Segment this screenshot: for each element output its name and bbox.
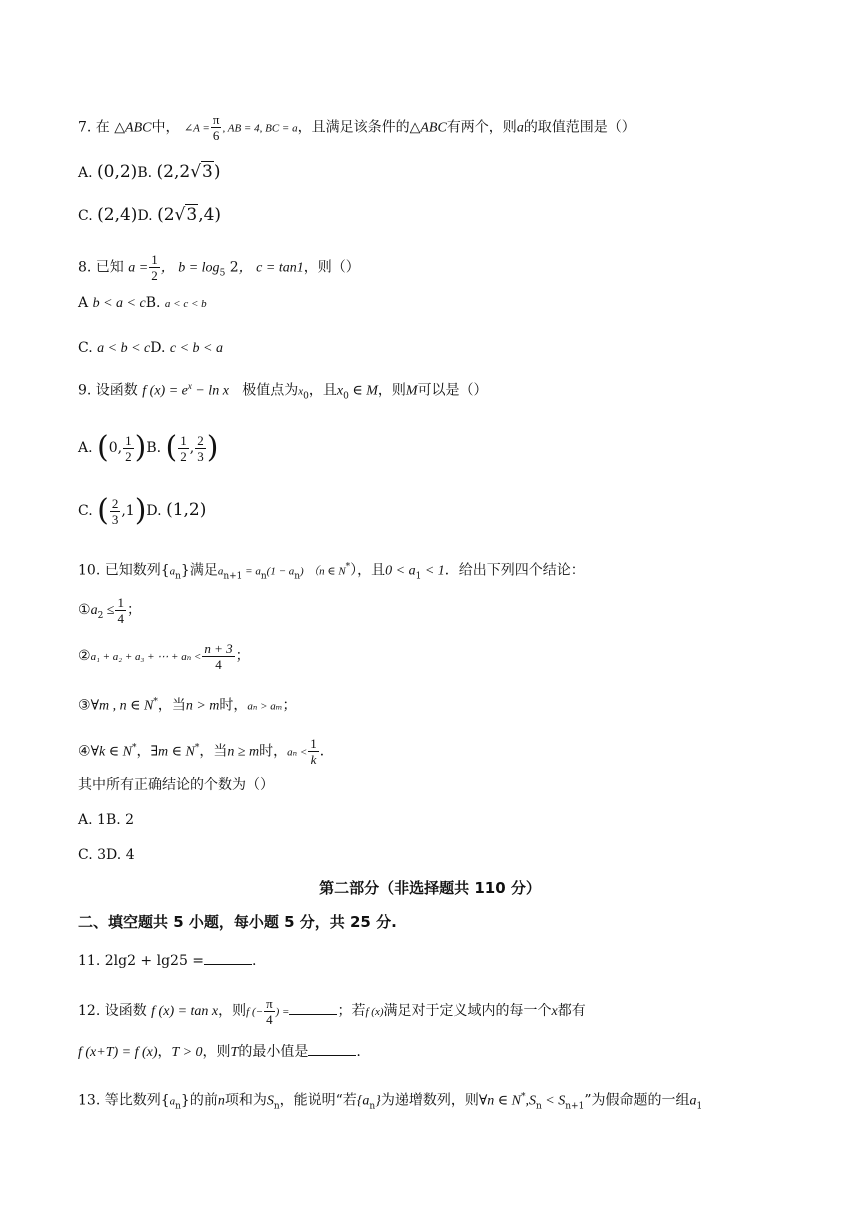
answer-blank[interactable]: [204, 950, 252, 965]
q13-seq: }: [375, 1093, 381, 1109]
q10-an-sub: n: [175, 571, 181, 582]
q10-c4-fraction: [308, 736, 319, 767]
q13-an: a: [169, 1095, 176, 1108]
q12-text: 满足对于定义域内的每一个: [383, 1003, 552, 1019]
q9-x0: x: [298, 385, 304, 398]
sqrt-radicand: 3: [202, 162, 213, 182]
q10-conclusion-4: [78, 730, 820, 771]
q13-text: }的前: [180, 1092, 218, 1109]
q13-a1-sub: 1: [696, 1101, 703, 1112]
q10-recurrence: = a: [242, 565, 261, 578]
q13-text: 13. 等比数列{: [78, 1092, 170, 1109]
q11-expression: 2lg2 + lg25 =: [104, 953, 205, 969]
q7-condition: , AB = 4, BC = a: [222, 122, 298, 135]
q10-conclusion-1: [78, 592, 820, 634]
q13-ineq: < S: [541, 1093, 566, 1109]
option-d-label: D.: [106, 847, 122, 863]
option-d-part: ,4): [198, 205, 222, 225]
q10-star: *: [345, 562, 351, 572]
option-a-label: A.: [78, 440, 93, 456]
q9-in-tail: ∈ M: [348, 383, 378, 399]
option-c: 3: [97, 847, 107, 863]
q7-pi-over-6: [211, 112, 222, 143]
q13-n: n: [217, 1093, 225, 1109]
q13-forall: ∀n ∈ N: [478, 1093, 521, 1109]
q10-range-sub: 1: [415, 571, 422, 582]
circled-number-3: ③: [78, 697, 91, 714]
q10-conclusion-2: [78, 638, 820, 675]
option-b-label: B.: [145, 295, 161, 311]
question-13: [78, 1087, 820, 1116]
q10-c2-end: ；: [235, 648, 250, 664]
q7-text: ，且满足该条件的: [297, 119, 410, 136]
part-2-title: 第二部分（非选择题共 110 分）: [319, 879, 541, 897]
fraction-numerator: n + 3: [204, 640, 233, 656]
q8-b-eq: ， b = log: [160, 260, 220, 276]
q13-ineq-sub: n: [535, 1101, 542, 1112]
q10-c4-ineq: aₙ <: [287, 746, 308, 759]
option-b: 2: [125, 812, 135, 828]
fraction-denominator: 3: [197, 448, 204, 464]
option-c-right: ,1: [121, 503, 135, 519]
q7-text: 的取值范围是（）: [523, 119, 636, 136]
q13-sn: S: [266, 1093, 274, 1109]
fraction-numerator: π: [266, 995, 273, 1011]
option-d-label: D.: [146, 503, 162, 519]
fraction-denominator: 6: [211, 127, 222, 143]
q10-c4-star: *: [131, 743, 137, 753]
fraction-denominator: 4: [202, 656, 234, 672]
q10-ask: [78, 775, 820, 795]
option-b: a < c < b: [164, 298, 207, 310]
q7-angle: ∠A =: [183, 122, 210, 135]
q10-range: 0 < a: [385, 563, 416, 579]
q10-condition: （n ∈ N: [308, 565, 346, 578]
q13-text: ”为假命题的一组: [584, 1092, 690, 1109]
q13-text: 项和为: [224, 1092, 267, 1109]
q9-text: 9. 设函数: [78, 382, 138, 399]
fraction-numerator: 1: [117, 594, 124, 610]
q10-c4-cond: n ≥ m: [227, 744, 260, 760]
q8-log-arg: 2: [225, 259, 239, 276]
option-c-fraction: [110, 496, 121, 527]
q11-end: .: [252, 953, 257, 969]
q7-text: 7. 在: [78, 119, 110, 136]
q12-text: 12. 设函数: [78, 1003, 147, 1019]
q10-c1-sub: 2: [97, 610, 104, 621]
q10-c3-ineq: aₙ > aₘ: [247, 700, 283, 713]
q9-function: f (x) = e: [142, 383, 188, 399]
q13-a1: a: [689, 1093, 697, 1109]
option-b: (2,2√3): [156, 162, 221, 182]
q10-recurrence: (1 − a: [266, 565, 295, 578]
q10-ask-text: 其中所有正确结论的个数为（）: [78, 777, 274, 793]
q10-text: ，: [136, 743, 151, 760]
q13-seq: {a: [356, 1093, 370, 1109]
question-7-options-cd: [78, 205, 820, 226]
q13-star: *: [520, 1092, 526, 1102]
question-8-stem: [78, 252, 820, 283]
q10-c3-star: *: [153, 697, 158, 707]
option-b-label: B.: [137, 165, 153, 181]
q12-t-positive: T > 0: [171, 1045, 203, 1060]
right-paren: ): [134, 493, 147, 528]
q8-text: ，则（）: [303, 259, 360, 276]
option-b-part: (2,2: [156, 162, 191, 182]
option-d-label: D.: [137, 208, 153, 224]
q10-c1-le: ≤: [103, 603, 115, 618]
q9-function-tail: − ln x: [191, 383, 229, 399]
fraction-numerator: π: [212, 112, 220, 127]
q12-function: f (x) = tan x: [151, 1004, 219, 1019]
left-paren: (: [97, 493, 109, 528]
q10-c4-star: *: [194, 743, 200, 753]
q7-text: 有两个，则: [446, 119, 517, 136]
left-paren: (: [165, 430, 178, 465]
question-7-options-ab: [78, 162, 820, 183]
question-8-options-ab: [78, 293, 820, 314]
q9-in: x: [336, 383, 344, 399]
q10-recurrence: ): [300, 565, 304, 578]
option-b-label: B.: [105, 812, 121, 828]
q10-text: 时，: [259, 743, 288, 760]
q12-text: ，: [157, 1044, 172, 1060]
q7-text: 中，: [151, 119, 180, 136]
option-c-label: C.: [78, 503, 93, 519]
section-2-title: 二、填空题共 5 小题，每小题 5 分，共 25 分.: [78, 913, 397, 931]
q10-c4-forall: ∀k ∈ N: [90, 744, 132, 760]
q9-exponent: x: [187, 381, 192, 391]
q12-text: ，则: [218, 1003, 247, 1019]
circled-number-4: ④: [78, 743, 91, 760]
q10-conclusion-3: [78, 692, 820, 717]
option-c-label: C.: [78, 847, 93, 863]
q7-variable: a: [516, 120, 524, 136]
q7-triangle-2: △ABC: [409, 120, 447, 136]
fraction-numerator: 1: [180, 432, 187, 448]
option-a-label: A.: [78, 812, 93, 828]
question-10-options-ab: [78, 810, 820, 830]
question-9-options-cd: [78, 492, 820, 529]
right-paren: ): [134, 430, 147, 465]
q10-rec-sub: n: [294, 571, 301, 582]
q9-x0-sub: 0: [303, 391, 309, 402]
option-d: (2√3,4): [157, 205, 222, 225]
q13-sn-sub: n: [273, 1101, 280, 1112]
left-paren: (: [97, 430, 109, 465]
q10-c2-fraction: [202, 641, 234, 672]
circled-number-2: ②: [78, 648, 91, 664]
q8-text: 8. 已知: [78, 259, 124, 276]
circled-number-1: ①: [78, 602, 91, 618]
q10-text: 10. 已知数列{: [78, 562, 170, 579]
q13-seq-sub: n: [369, 1101, 376, 1112]
q12-fx: f (x): [365, 1006, 384, 1018]
q8-c-eq: ， c = tan1: [238, 260, 304, 276]
question-9-stem: [78, 376, 820, 406]
question-9-options-ab: A. (0, $\frac{1}{2}$ )B. ( $\frac{1}{2}$ , $\frac{2}{3}$ ): [78, 430, 219, 465]
answer-blank[interactable]: [289, 1000, 337, 1015]
q11-label: 11.: [78, 953, 101, 969]
option-d-label: D.: [150, 340, 166, 356]
question-12-line-2: [78, 1041, 820, 1063]
option-b-fraction-1: [178, 433, 189, 464]
q9-text: 极值点为: [242, 382, 299, 399]
q8-log-base: 5: [219, 268, 226, 279]
q10-c3-cond: n > m: [185, 698, 220, 714]
option-a: (0,2): [97, 162, 138, 182]
fraction-denominator: 2: [180, 448, 187, 464]
option-c-label: C.: [78, 340, 93, 356]
fraction-denominator: 2: [125, 448, 132, 464]
q12-text: ，则: [202, 1044, 231, 1060]
option-d: (1,2): [166, 500, 207, 520]
option-b-label: B.: [146, 440, 162, 456]
option-a-label: A.: [78, 165, 93, 181]
fraction-numerator: 1: [151, 252, 158, 267]
q10-rec-sub: n+1: [223, 571, 243, 582]
sqrt-radicand: 3: [186, 205, 198, 225]
fraction-denominator: k: [308, 751, 319, 767]
q12-text: ；若: [337, 1003, 366, 1019]
fraction-numerator: 1: [125, 432, 132, 448]
q10-text: ，当: [157, 697, 186, 714]
option-a: b < a < c: [92, 296, 146, 311]
option-d-part: (2: [157, 205, 175, 225]
q10-text: ），且: [350, 562, 386, 579]
question-10-stem: [78, 557, 820, 586]
q12-periodicity: f (x+T) = f (x): [78, 1045, 158, 1060]
q12-eval: ) =: [275, 1006, 290, 1018]
q12-text: 的最小值是: [238, 1044, 309, 1060]
option-c-label: C.: [78, 208, 93, 224]
fraction-numerator: 2: [197, 432, 204, 448]
q7-triangle: △ABC: [114, 120, 152, 136]
option-d: 4: [125, 847, 135, 863]
right-paren: ): [206, 430, 219, 465]
option-a: 1: [97, 812, 106, 828]
q10-c4-exists: ∃m ∈ N: [150, 744, 195, 760]
q10-c1-a: a: [90, 603, 98, 618]
question-7-stem: [78, 112, 820, 143]
q12-end: .: [356, 1044, 361, 1060]
q13-text: ，能说明“若: [279, 1092, 357, 1109]
option-d: c < b < a: [169, 341, 223, 356]
q10-text: }满足: [180, 562, 218, 579]
q8-a-eq: a =: [128, 260, 149, 276]
answer-blank[interactable]: [308, 1041, 356, 1056]
q9-text: ，且: [308, 382, 337, 399]
q12-t: T: [230, 1045, 239, 1060]
q10-c1-fraction: [115, 595, 126, 626]
fraction-denominator: 4: [264, 1011, 275, 1027]
q12-pi-over-4: [264, 996, 275, 1027]
q9-text: ，则: [377, 382, 406, 399]
q10-text: 时，: [219, 697, 248, 714]
option-a-fraction: [123, 433, 134, 464]
option-b-fraction-2: [195, 433, 206, 464]
q10-an: a: [169, 565, 176, 578]
q13-an-sub: n: [175, 1101, 181, 1112]
q10-c3-quantifier: ∀m , n ∈ N: [90, 698, 154, 714]
q10-c1-end: ；: [126, 602, 141, 618]
q10-text: ．给出下列四个结论：: [444, 562, 585, 579]
q10-text: ．: [319, 743, 334, 760]
fraction-denominator: 3: [111, 511, 119, 527]
option-a-label: A: [78, 295, 89, 311]
q9-set-m: M: [405, 383, 418, 399]
fraction-numerator: 2: [111, 495, 119, 511]
q10-range: < 1: [421, 563, 445, 579]
fraction-denominator: 4: [117, 610, 124, 626]
q13-text: 为递增数列，则: [380, 1092, 479, 1109]
option-c: (2,4): [97, 205, 138, 225]
q13-ineq-sub: n+1: [565, 1101, 585, 1112]
q12-eval: f (−: [246, 1006, 264, 1018]
q9-in-sub: 0: [343, 391, 349, 402]
question-10-options-cd: [78, 845, 820, 865]
q10-rec-sub: n: [260, 571, 267, 582]
q10-text: ；: [282, 697, 297, 714]
question-12-line-1: [78, 993, 820, 1030]
option-c: a < b < c: [97, 341, 151, 356]
question-11: [78, 950, 820, 971]
fraction-numerator: 1: [310, 736, 317, 752]
question-8-options-cd: [78, 338, 820, 359]
q12-text: 都有: [557, 1003, 586, 1019]
q10-recurrence: a: [217, 565, 224, 578]
q10-c2-sum: a₁ + a₂ + a₃ + ⋯ + aₙ <: [90, 651, 202, 663]
fraction-denominator: 2: [151, 268, 158, 283]
q13-ineq: ,S: [525, 1093, 536, 1109]
option-a-left: 0,: [108, 440, 123, 456]
q8-one-half: [149, 252, 160, 283]
q12-x: x: [551, 1004, 558, 1019]
option-b-part: ): [213, 162, 221, 182]
q10-text: ，当: [199, 743, 228, 760]
q9-text: 可以是（）: [417, 382, 488, 399]
